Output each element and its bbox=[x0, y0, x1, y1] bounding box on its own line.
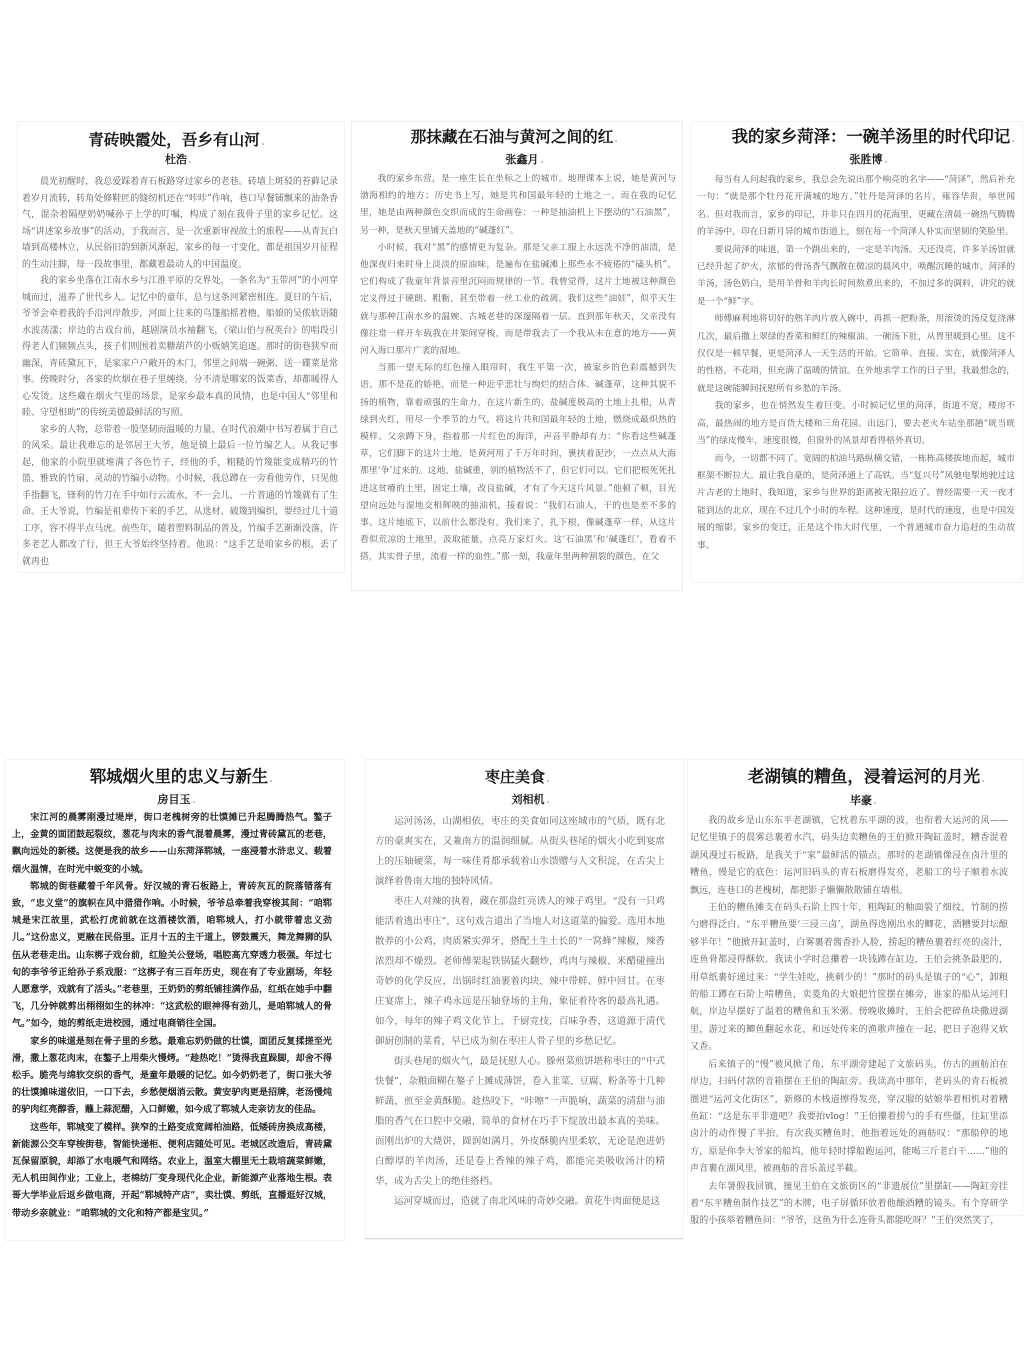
paragraph: 师傅麻利地将切好的熟羊肉片放入碗中，再抓一把粉条，用滚烫的汤反复浇淋几次，最后撒上翠绿的香菜和鲜红的辣椒油。一碗汤下肚，从胃里暖到心里。这不仅仅是一顿早餐，更是菏泽人一天生活的开始。它简单、直接、实在，就像菏泽人的性格，不花哨，但充满了温暖的情谊。在外地求学工作的日子里，我最想念的，就是这碗能瞬间抚慰所有乡愁的羊汤。 bbox=[697, 314, 1015, 394]
paragraph: 家乡的人物，总带着一股坚韧而温暖的力量，在时代浪潮中书写着属于自己的风采。最让我难忘的是邻居王大爷，他是镇上最后一位竹编艺人。从我记事起，他家的小院里就堆满了各色竹子，经他的手，粗糙的竹篾能变成精巧的竹篮、雅致的竹扇、灵动的竹编小动物。小时候，我总蹲在一旁看他劳作，只见他手指翻飞，锋利的竹刀在手中如行云流水，不一会儿，一片普通的竹篾就有了生命。王大爷说，竹编是祖辈传下来的手艺，从选材、破篾到编织，要经过几十道工序，容不得半点马虎。前些年，随着塑料制品的普及，竹编手艺渐渐没落，许多老艺人都改了行，但王大爷始终坚持着。他说：“这手艺是咱家乡的根，丢了就再也 bbox=[22, 424, 338, 567]
paragraph: 郓城的街巷藏着千年风骨。好汉城的青石板路上，青砖灰瓦的院落错落有致，“忠义堂”的旗帜在风中猎猎作响。小时候，爷爷总牵着我穿梭其间：“咱郓城是宋江故里，武松打虎前就在这酒楼饮酒，咱郓城人，打小就带着忠义劲儿。”这份忠义，更融在民俗里。正月十五的主干道上，锣鼓震天，舞龙舞狮的队伍从老巷走出。山东梆子戏台前，红脸关公登场，唱腔高亢穿透力极强。年过七旬的李爷爷正给孙子系戏服：“这梆子有三百年历史，现在有了专业剧场，年轻人愿意学，戏就有了活头。”老巷里，王奶奶的剪纸铺挂满作品，红纸在她手中翻飞，几分钟就剪出栩栩如生的林冲：“这武松的眼神得有劲儿，是咱郓城人的骨气。”如今，她的剪纸走进校园，通过电商销往全国。 bbox=[12, 880, 332, 1030]
article-page-6 bbox=[688, 760, 1022, 1227]
article-body bbox=[12, 809, 332, 1222]
article-author: 杜浩 bbox=[128, 153, 228, 167]
article-body bbox=[690, 813, 1008, 1231]
paragraph: 宋江河的晨雾刚漫过堤岸，街口老槐树旁的壮馍摊已升起腾腾热气。鏊子上，金黄的面团鼓起裂纹，葱花与肉末的香气混着晨雾，漫过青砖黛瓦的老巷，飘向远处的新楼。这便是我的故乡——山东菏泽郓城，一座浸着水浒忠义、载着烟火温情，在时光中蜕变的小城。 bbox=[12, 812, 332, 875]
paragraph: 去年暑假我回镇，撞见王伯在文旅街区的“非遗展位”里摆缸——陶缸旁挂着“东平糟鱼制作技艺”的木牌，电子屏循环放着他酿酒糟的镜头。有个穿研学服的小孩举着糟鱼问：“爷爷，这鱼为什么连骨头都能吃呀？”王伯突然笑了， bbox=[690, 1181, 1008, 1227]
paragraph: 每当有人问起我的家乡，我总会先说出那个响亮的名字——“菏泽”，然后补充一句：“就是那个牡丹花开满城的地方。”牡丹是菏泽的名片，雍容华贵，举世闻名。但对我而言，家乡的印记，并非只在四月的花海里，更藏在清晨一碗热气腾腾的羊汤中，印在日新月异的城市街道上，刻在每一个菏泽人朴实而坚韧的笑脸里。 bbox=[697, 175, 1015, 238]
paragraph: 王伯的糟鱼摊支在码头石阶上四十年，粗陶缸的釉面裂了细纹，竹制的捞勺磨得泛白。“东平糟鱼要‘三浸三卤’，湖鱼得选刚出水的鲫花，酒糟要封坛酿够半年！”他掀开缸盖时，白雾裹着酱香扑人脸，捞起的糟鱼裹着红亮的卤汁，连鱼骨都浸得酥软。我读小学时总攥着一块钱蹲在缸边，王伯会挑条最肥的，用草纸裹好递过来：“学生娃吃，挑刺少的！”那时的码头是镇子的“心”，卸粮的船工蹲在石阶上啃糟鱼，卖菱角的大娘把竹筐摆在摊旁，谁家的船从运河归航，岸边早摆好了温着的糟鱼和玉米粥。傍晚收摊时，王伯会把碎鱼块撒进湖里，游过来的鲫鱼翻起水花，和远处传来的渔歌声撞在一起，把日子泡得又软又香。 bbox=[690, 903, 1008, 1053]
paragraph: 枣庄人对辣的执着，藏在那盘红亮诱人的辣子鸡里。“没有一只鸡能活着逃出枣庄”，这句戏言道出了当地人对这道菜的偏爱。选用本地散养的小公鸡，肉质紧实弹牙，搭配土生土长的“一窝蜂”辣椒，辣香浓烈却不燥烈。老师傅架起铁锅猛火翻炒，鸡肉与辣椒、米醋碰撞出奇妙的化学反应，出锅时红油裹着肉块，辣中带鲜、鲜中回甘。在枣庄宴席上，辣子鸡永远是压轴登场的主角，象征着待客的最高礼遇。如今，每年的辣子鸡文化节上，千厨竞技，百味争香，这道源于清代御厨创制的菜肴，早已成为刻在枣庄人骨子里的乡愁记忆。 bbox=[375, 896, 665, 1047]
article-title: 郓城烟火里的忠义与新生 bbox=[31, 768, 331, 786]
paragraph: 我的家乡东营，是一座生长在坐标之上的城市。地理课本上说，她是黄河与渤海相约的地方；历史书上写，她是共和国最年轻的土地之一。而在我的记忆里，她是由两种颜色交织而成的生命画卷：一种是抽油机上下摆动的“石油黑”，另一种，是秋天里铺天盖地的“碱蓬红”。 bbox=[360, 174, 676, 236]
article-title: 青砖映霞处，吾乡有山河 bbox=[26, 131, 326, 149]
article-page-3 bbox=[692, 122, 1022, 582]
paragraph: 运河汤汤，山湖相依，枣庄的美食如同这座城市的气质，既有北方的豪爽实在，又兼南方的温润细腻。从街头巷尾的烟火小吃到宴席上的压轴硬菜，每一味佳肴都承载着山水馈赠与人文积淀，在舌尖上演绎着鲁南大地的独特风情。 bbox=[375, 816, 665, 887]
article-author: 毕豪 bbox=[813, 794, 913, 808]
article-author: 房目玉 bbox=[126, 793, 226, 807]
article-title: 那抹藏在石油与黄河之间的红 bbox=[354, 128, 674, 146]
paragraph: 晨光初醒时，我总爱踩着青石板路穿过家乡的老巷。砖墙上斑驳的苔藓记录着岁月流转，转角处修鞋匠的缝纫机还在“咔咔”作响，巷口早餐铺飘来的油条香气，混杂着隔壁奶奶喊孙子上学的叮嘱，构成了刻在我骨子里的家乡记忆。这场“讲述家乡故事”的活动，于我而言，是一次重新审视故土的旅程——从青瓦白墙到高楼林立，从民俗旧韵到新风渐起，家乡的每一寸变化，都是祖国岁月征程的生动注脚，每一段故事里，都藏着最动人的中国温度。 bbox=[22, 177, 338, 270]
article-author: 张胜博 bbox=[818, 153, 918, 167]
article-body bbox=[375, 812, 665, 1212]
article-body bbox=[360, 171, 676, 567]
paragraph: 这些年，郓城变了模样。狭窄的土路变成宽阔柏油路，低矮砖房换成高楼，新能源公交车穿梭街巷，智能快递柜、便利店随处可见。老城区改造后，青砖黛瓦保留原貌，却添了水电暖气和网络。农业上，温室大棚里无土栽培蔬菜鲜嫩，无人机田间作业；工业上，老棉纺厂变身现代化企业，新能源产业落地生根。表哥大学毕业后返乡做电商，开起“郓城特产店”，卖壮馍、剪纸，直播逛好汉城，带动乡亲就业：“咱郓城的文化和特产都是宝贝。” bbox=[12, 1121, 332, 1219]
article-author: 张鑫月 bbox=[474, 153, 574, 167]
article-page-1 bbox=[18, 122, 344, 572]
paragraph: 而今，一切都不同了。宽阔的柏油马路纵横交错，一栋栋高楼拔地而起，城市框架不断拉大。最让我自豪的，是菏泽通上了高铁。当“复兴号”风驰电掣地驶过这片古老的土地时，我知道，家乡与世界的距离被无限拉近了。曾经需要一天一夜才能到达的北京，现在不过几个小时的车程。这种速度，是时代的速度，也是中国发展的缩影。家乡的变迁，正是这个伟大时代里，一个普通城市奋力追赶的生动故事。 bbox=[697, 453, 1015, 551]
article-page-5 bbox=[365, 760, 683, 1239]
paragraph: 小时候，我对“黑”的感情更为复杂。那是父亲工服上永远洗不净的油渍，是他深夜归来时身上淡淡的原油味，是遍布在盐碱滩上那些永不疲倦的“磕头机”。它们构成了我童年背景音里沉闷而规律的一节。我曾觉得，这片土地被这种颜色定义得过于硬朗、粗粝，甚至带着一丝工业的疏离。我们这些“油娃”，似乎天生就与那种江南水乡的温婉、古城老巷的深邃隔着一层。直到那年秋天，父亲没有像往常一样开车载我在井架间穿梭，而是带我去了一个我从未在意的地方——黄河入海口那片广袤的湿地。 bbox=[360, 242, 676, 357]
paragraph: 家乡的味道是刻在骨子里的乡愁。最难忘奶奶做的壮馍，面团反复揉搓至光滑，撒上葱花肉末，在鏊子上用柴火慢烤。“趁热吃！”烫得我直跺脚，却舍不得松手。脆壳与绵软交织的香气，是童年最暖的记忆。如今奶奶老了，街口张大爷的壮馍摊味道依旧，一口下去，乡愁便烟消云散。黄安驴肉更是招牌，老汤慢炖的驴肉红亮醇香，蘸上蒜泥醋，入口鲜嫩，如今成了郓城人走亲访友的佳品。 bbox=[12, 1035, 332, 1116]
article-title: 老湖镇的糟鱼，浸着运河的月光 bbox=[706, 768, 1024, 786]
article-body bbox=[22, 174, 338, 570]
article-body bbox=[697, 172, 1015, 555]
article-title: 我的家乡菏泽：一碗羊汤里的时代印记 bbox=[708, 128, 1024, 146]
paragraph: 后来镇子的“慢”被风掀了角，东平湖旁建起了文旅码头，仿古的画舫泊在岸边，扫码付款的音箱摆在王伯的陶缸旁。我读高中那年，老码头的青石板被圈进“运河文化街区”，新修的木栈道擦得发亮，穿汉服的姑娘举着相机对着糟鱼缸：“这是东平非遗吧？我要拍vlog！”王伯攥着捞勺的手有些僵，往缸里添卤汁的动作慢了半拍。有次我买糟鱼时，他指着远处的画舫叹：“那船停的地方，原是你李大爷家的船坞，他年轻时撑船跑运河，能喝三斤老白干……”他的声音裹在湖风里，被画舫的音乐盖过半截。 bbox=[690, 1059, 1008, 1175]
article-title: 枣庄美食 bbox=[417, 768, 617, 786]
paragraph: 运河穿城而过，造就了南北风味的奇妙交融。黄花牛肉面便是这 bbox=[394, 1196, 661, 1207]
paragraph: 当那一望无际的红色撞入眼帘时，我生平第一次，被家乡的色彩震撼到失语。那不是花的娇艳，而是一种近乎悲壮与绚烂的结合体。碱蓬草，这种其貌不扬的植物，靠着顽强的生命力，在这片新生的、盐碱度极高的土地上扎根，从青绿到火红，用尽一个季节的力气，将这片共和国最年轻的土地，燃烧成最炽热的模样。父亲蹲下身，指着那一片红色的海洋，声音平静却有力：“你看这些碱蓬草，它们脚下的这片土地，是黄河用了千万年时间，裹挟着泥沙，一点点从大海那里‘争’过来的。这地，盐碱重，别的植物活不了，但它们可以。它们把根死死扎进这贫瘠的土里，固定土壤，改良盐碱，才有了今天这片风景。”他顿了顿，目光望向远处与湿地交相辉映的抽油机，接着说：“我们石油人，干的也是差不多的事。这片地底下，以前什么都没有。我们来了，扎下根，像碱蓬草一样，从这片看似荒凉的土地里，汲取能量，点亮万家灯火。这‘石油黑’和‘碱蓬红’，看着不搭，其实骨子里，流着一样的血性。”那一刻，我童年里两种割裂的颜色，在父 bbox=[360, 363, 676, 563]
article-author: 刘相机 bbox=[480, 793, 580, 807]
paragraph: 街头巷尾的烟火气，最是抚慰人心。滕州菜煎饼堪称枣庄的“中式快餐”，杂粮面糊在鏊子上摊成薄饼，卷入韭菜、豆腐、粉条等十几种鲜蔬，煎至金黄酥脆。趁热咬下，“咔嚓”一声脆响，蔬菜的清甜与油脂的香气在口腔中交融，简单的食材在巧手下绽放出最本真的美味。而刚出炉的大烧饼，圆润如满月，外皮酥脆内里柔软，无论是泡进奶白醇厚的羊肉汤，还是卷上香辣的辣子鸡，都能完美吸收汤汁的精华，成为舌尖上的绝佳搭档。 bbox=[375, 1056, 665, 1187]
paragraph: 我的故乡是山东东平老湖镇，它枕着东平湖的波，也衔着大运河的风——记忆里镇子的晨雾总裹着水汽，码头边卖糟鱼的王伯掀开陶缸盖时，糟香混着湖风漫过石板路，是我关于“家”最鲜活的锚点。那时的老湖镇像浸在卤汁里的糟鱼，慢是它的底色：运河旧码头的青石板磨得发亮，老船工的号子顺着水波飘远，连巷口的老槐树，都把影子懒懒散散铺在墙根。 bbox=[690, 816, 1008, 896]
paragraph: 要说菏泽的味道，第一个跳出来的，一定是羊肉汤。天还没亮，许多羊汤馆就已经升起了炉火，浓郁的骨汤香气飘散在微凉的晨风中，唤醒沉睡的城市。菏泽的羊汤，汤色奶白，是用羊骨和羊肉长时间熬煮出来的，不加过多的调料，讲究的就是一个“鲜”字。 bbox=[697, 244, 1015, 307]
article-page-2 bbox=[352, 122, 682, 590]
article-page-4 bbox=[6, 760, 344, 1240]
paragraph: 我的家乡坐落在江南水乡与江淮平原的交界处，一条名为“玉带河”的小河穿城而过，滋养了世代乡人。记忆中的童年，总与这条河紧密相连。夏日的午后，爷爷会牵着我的手沿河岸散步，河面上往来的乌篷船摇着橹，船娘的吴侬软语随水波荡漾；岸边的古戏台前，越剧演员水袖翻飞，《梁山伯与祝英台》的唱段引得老人们频频点头，孩子们则围着卖糖葫芦的小贩嬉笑追逐。那时的街巷狭窄而幽深，青砖黛瓦下，是家家户户敞开的木门，邻里之间端一碗粥、送一碟菜是常事。傍晚时分，各家的炊烟在巷子里缠绕，分不清是哪家的饭菜香，却都暖得人心发烫。这些藏在烟火气里的场景，是家乡最本真的风情，也是中国人“邻里和睦、守望相助”的传统美德最鲜活的写照。 bbox=[22, 276, 338, 418]
paragraph: 我的家乡，也在悄然发生着巨变。小时候记忆里的菏泽，街道不宽，楼房不高，最热闹的地方是百货大楼和三角花园。出远门，要去老火车站坐那趟“咣当咣当”的绿皮慢车，速度很慢，但窗外的风景却看得格外真切。 bbox=[697, 401, 1015, 447]
